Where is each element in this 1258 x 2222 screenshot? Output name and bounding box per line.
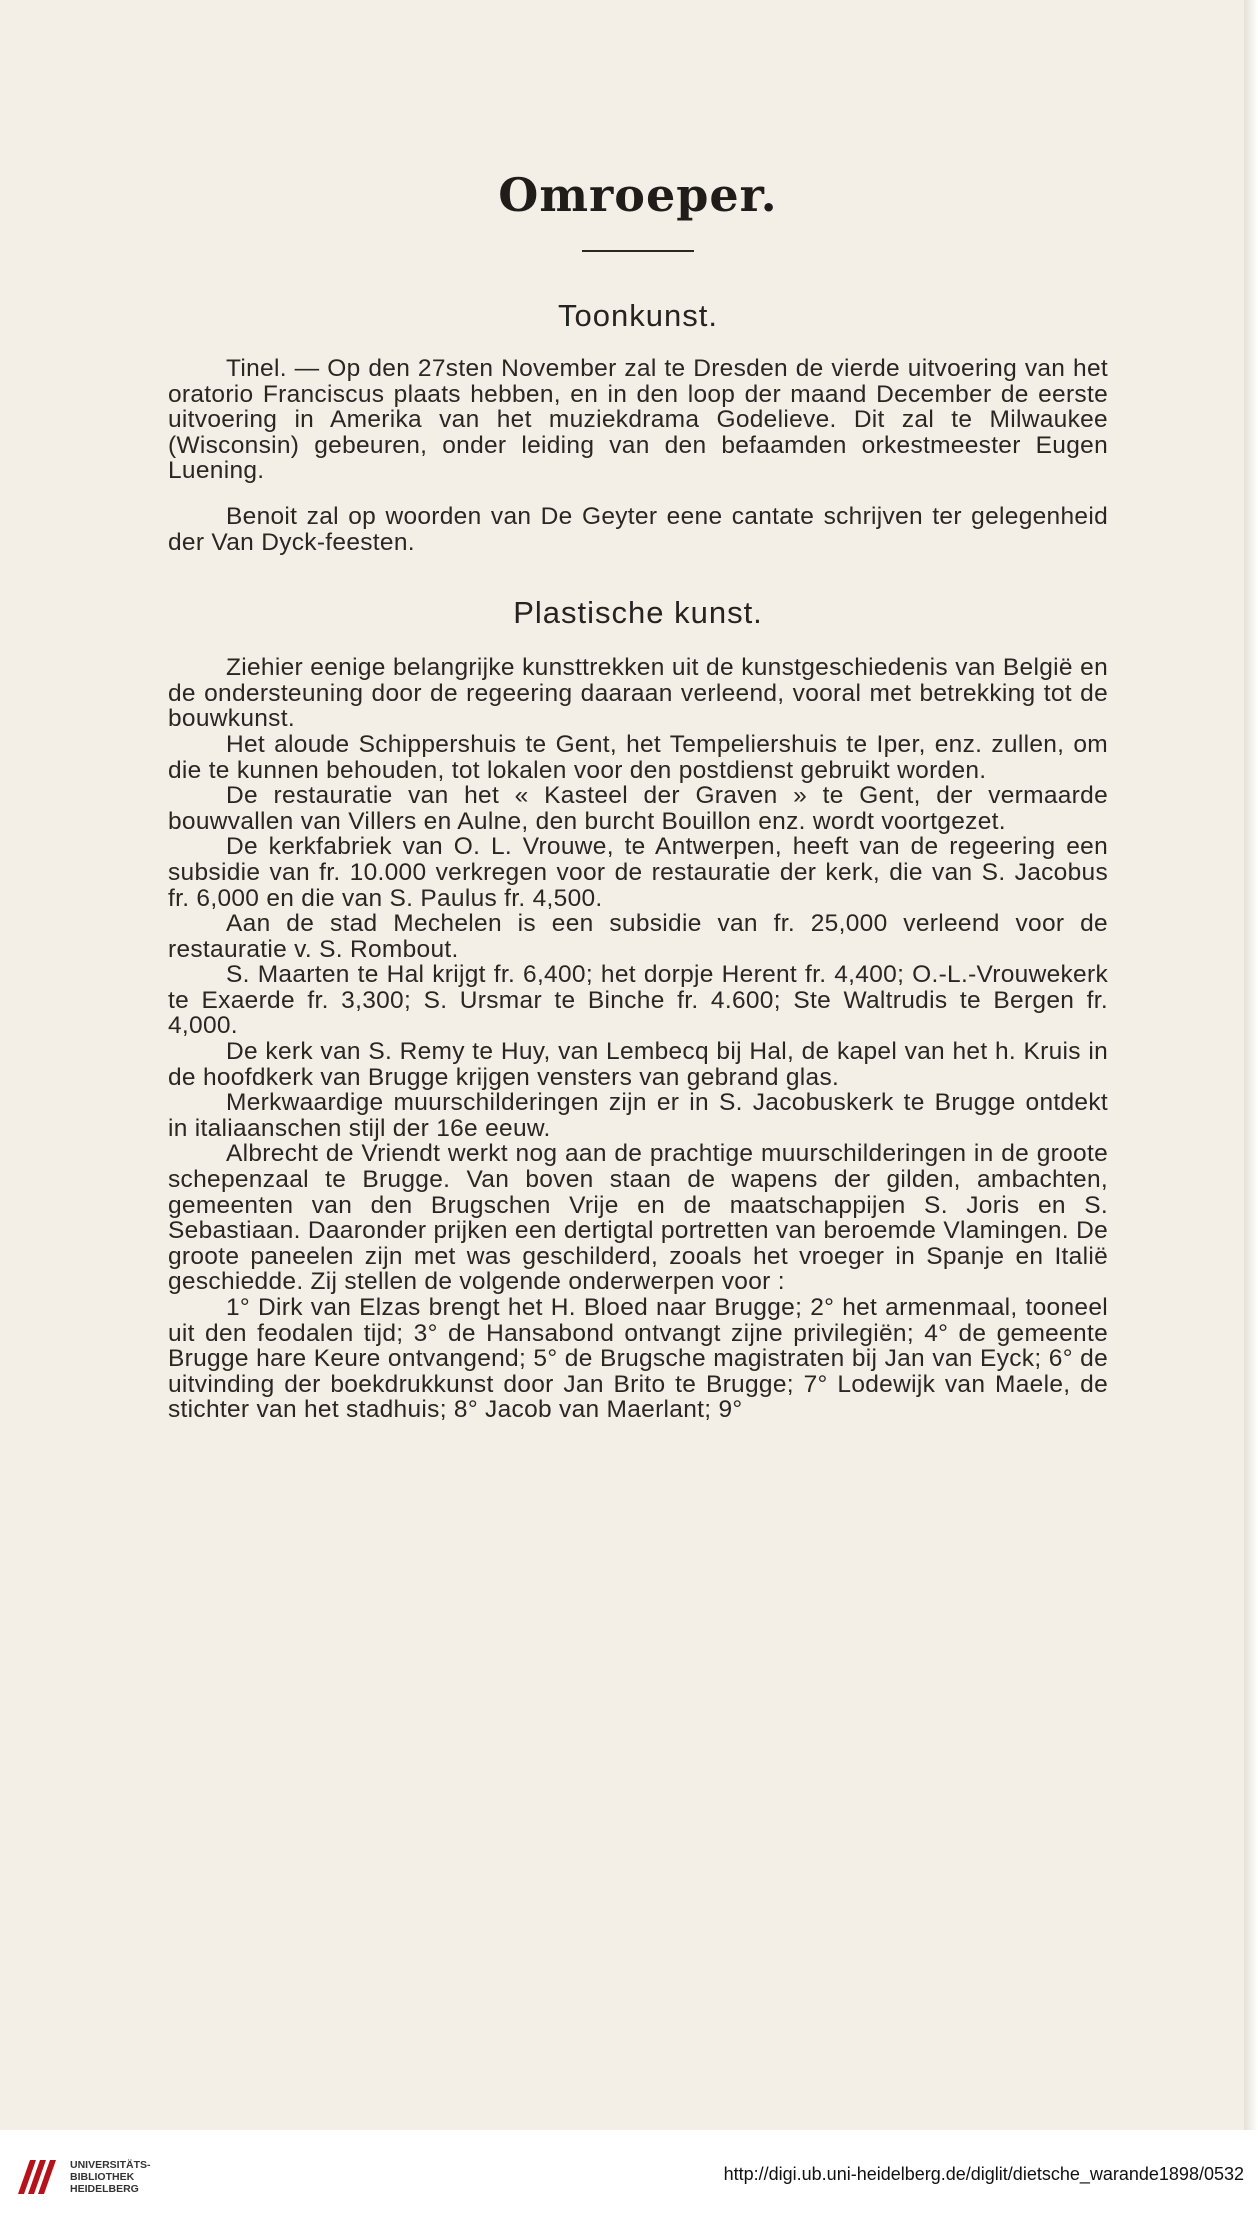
title-divider bbox=[582, 250, 694, 252]
paragraph: Tinel. — Op den 27sten November zal te Dresden de vierde uitvoering van het oratorio Franciscus plaats hebben, en in den loop der maand December de eerste uitvoering in Amerika van het muziekdrama Godelieve. Dit zal te Milwaukee (Wisconsin) gebeuren, onder leiding van den befaamden orkestmeester Eugen Luening. bbox=[168, 355, 1108, 485]
paragraph: De kerkfabriek van O. L. Vrouwe, te Antwerpen, heeft van de regeering een subsidie van fr. 10.000 verkregen voor de restauratie der kerk, die van S. Jacobus fr. 6,000 en die van S. Paulus fr. 4,500. bbox=[168, 833, 1108, 912]
paragraph: Het aloude Schippershuis te Gent, het Tempeliershuis te Iper, enz. zullen, om die te kunnen behouden, tot lokalen voor den postdienst gebruikt worden. bbox=[168, 730, 1108, 784]
paragraph: Ziehier eenige belangrijke kunsttrekken uit de kunstgeschiedenis van België en de ondersteuning door de regeering daaraan verleend, vooral met betrekking tot de bouwkunst. bbox=[168, 654, 1108, 733]
paragraph: Aan de stad Mechelen is een subsidie van fr. 25,000 verleend voor de restauratie v. S. Rombout. bbox=[168, 910, 1108, 963]
paragraph: Benoit zal op woorden van De Geyter eene cantate schrijven ter gelegenheid der Van Dyck-feesten. bbox=[168, 502, 1108, 556]
footer-bar bbox=[0, 2130, 1258, 2222]
masthead-title: Omroeper. bbox=[498, 168, 778, 222]
library-name-line: UNIVERSITÄTS- bbox=[70, 2159, 151, 2171]
paragraph: Merkwaardige muurschilderingen zijn er in S. Jacobuskerk te Brugge ontdekt in italiaanschen stijl der 16e eeuw. bbox=[168, 1089, 1108, 1142]
library-name-line: HEIDELBERG bbox=[70, 2183, 139, 2195]
section-heading-plastische-kunst: Plastische kunst. bbox=[513, 595, 763, 631]
page-content bbox=[168, 150, 1108, 1423]
page-edge-shadow bbox=[1244, 0, 1258, 2130]
paragraph: De restauratie van het « Kasteel der Graven » te Gent, der vermaarde bouwvallen van Villers en Aulne, den burcht Bouillon enz. wordt voortgezet. bbox=[168, 782, 1108, 835]
paragraph: S. Maarten te Hal krijgt fr. 6,400; het dorpje Herent fr. 4,400; O.-L.-Vrouwekerk te Exaerde fr. 3,300; S. Ursmar te Binche fr. 4.600; Ste Waltrudis te Bergen fr. 4,000. bbox=[168, 961, 1108, 1040]
paragraph: 1° Dirk van Elzas brengt het H. Bloed naar Brugge; 2° het armenmaal, tooneel uit den feodalen tijd; 3° de Hansabond ontvangt zijne privilegiën; 4° de gemeente Brugge hare Keure ontvangend; 5° de Brugsche magistraten bij Jan van Eyck; 6° de uitvinding der boekdrukkunst door Jan Brito te Brugge; 7° Lodewijk van Maele, de stichter van het stadhuis; 8° Jacob van Maerlant; 9° bbox=[168, 1294, 1108, 1424]
section-heading-toonkunst: Toonkunst. bbox=[558, 298, 718, 333]
library-name bbox=[70, 2159, 151, 2195]
heidelberg-library-logo-icon bbox=[14, 2154, 60, 2200]
paragraph: Albrecht de Vriendt werkt nog aan de prachtige muurschilderingen in de groote schepenzaal te Brugge. Van boven staan de wapens der gilden, ambachten, gemeenten van den Brugschen Vrije en de maatschappijen S. Joris en S. Sebastiaan. Daaronder prijken een dertigtal portretten van beroemde Vlamingen. De groote paneelen zijn met was geschilderd, zooals het vroeger in Spanje en Italië geschiedde. Zij stellen de volgende onderwerpen voor : bbox=[168, 1140, 1108, 1296]
source-url-link[interactable]: http://digi.ub.uni-heidelberg.de/diglit/dietsche_warande1898/0532 bbox=[723, 2164, 1244, 2184]
paragraph: De kerk van S. Remy te Huy, van Lembecq bij Hal, de kapel van het h. Kruis in de hoofdkerk van Brugge krijgen vensters van gebrand glas. bbox=[168, 1038, 1108, 1091]
library-name-line: BIBLIOTHEK bbox=[70, 2171, 135, 2183]
